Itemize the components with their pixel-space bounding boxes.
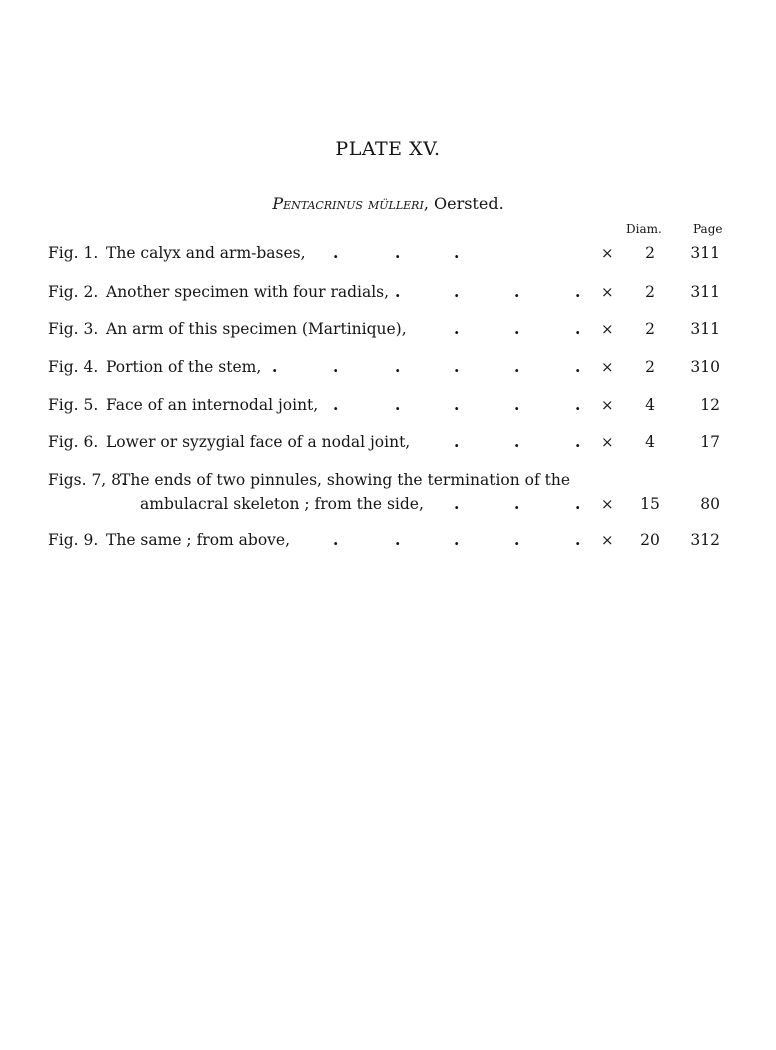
leader-dot: .	[575, 282, 581, 301]
magnification-sign: ×	[601, 283, 614, 301]
leader-dot: .	[454, 530, 460, 549]
leader-dot: .	[514, 357, 520, 376]
leader-dot: .	[575, 357, 581, 376]
figure-diameter: 4	[645, 433, 655, 451]
figure-row-4	[48, 355, 738, 379]
leader-dot: .	[575, 395, 581, 414]
leader-dot: .	[454, 319, 460, 338]
figure-diameter: 15	[640, 495, 660, 513]
leader-dot: .	[514, 494, 520, 513]
figure-description: Portion of the stem,	[106, 358, 262, 376]
figure-label: Figs. 7, 8.	[48, 471, 126, 489]
species-name-suffix: i	[419, 194, 424, 213]
figure-description: The calyx and arm-bases,	[106, 244, 306, 262]
leader-dot: .	[395, 530, 401, 549]
figure-page: 17	[700, 433, 720, 451]
leader-dot: .	[454, 282, 460, 301]
figure-diameter: 2	[645, 320, 655, 338]
figure-page: 312	[690, 531, 720, 549]
figure-row-6	[48, 430, 738, 454]
leader-dot: .	[454, 494, 460, 513]
species-authority: , Oersted.	[423, 194, 504, 213]
figure-description: An arm of this specimen (Martinique),	[106, 320, 407, 338]
leader-dot: .	[514, 530, 520, 549]
figure-diameter: 2	[645, 283, 655, 301]
leader-dot: .	[514, 319, 520, 338]
magnification-sign: ×	[601, 244, 614, 262]
figure-page: 311	[690, 320, 720, 338]
magnification-sign: ×	[601, 320, 614, 338]
figure-description-continued: ambulacral skeleton ; from the side,	[140, 495, 424, 513]
magnification-sign: ×	[601, 433, 614, 451]
leader-dot: .	[454, 395, 460, 414]
leader-dot: .	[333, 243, 339, 262]
figure-page: 311	[690, 244, 720, 262]
figure-label: Fig. 1.	[48, 244, 99, 262]
figure-label: Fig. 3.	[48, 320, 99, 338]
species-heading	[0, 194, 776, 213]
figure-description: Lower or syzygial face of a nodal joint,	[106, 433, 411, 451]
leader-dot: .	[272, 357, 278, 376]
figure-label: Fig. 9.	[48, 531, 99, 549]
figure-label: Fig. 6.	[48, 433, 99, 451]
figure-diameter: 2	[645, 358, 655, 376]
leader-dot: .	[575, 432, 581, 451]
figure-page: 80	[700, 495, 720, 513]
figure-label: Fig. 4.	[48, 358, 99, 376]
leader-dot: .	[395, 243, 401, 262]
figure-description: The ends of two pinnules, showing the termination of the	[120, 471, 571, 489]
figure-diameter: 2	[645, 244, 655, 262]
figure-row-7-8	[48, 468, 738, 516]
figure-label: Fig. 2.	[48, 283, 99, 301]
leader-dot: .	[395, 395, 401, 414]
leader-dot: .	[514, 282, 520, 301]
figure-diameter: 20	[640, 531, 660, 549]
figure-row-2	[48, 280, 738, 304]
figure-row-3	[48, 317, 738, 341]
figure-description: The same ; from above,	[106, 531, 291, 549]
leader-dot: .	[514, 395, 520, 414]
magnification-sign: ×	[601, 358, 614, 376]
magnification-sign: ×	[601, 531, 614, 549]
figure-row-1	[48, 241, 738, 265]
figure-row-5	[48, 393, 738, 417]
column-header-page: Page	[693, 222, 723, 236]
magnification-sign: ×	[601, 495, 614, 513]
leader-dot: .	[575, 319, 581, 338]
figure-row-9	[48, 528, 738, 552]
figure-diameter: 4	[645, 396, 655, 414]
plate-title: PLATE XV.	[335, 138, 441, 160]
leader-dot: .	[514, 432, 520, 451]
figure-description: Face of an internodal joint,	[106, 396, 319, 414]
figure-page: 12	[700, 396, 720, 414]
leader-dot: .	[454, 243, 460, 262]
leader-dot: .	[454, 357, 460, 376]
leader-dot: .	[395, 282, 401, 301]
column-header-diam: Diam.	[626, 222, 662, 236]
species-name: Pentacrinus müller	[272, 194, 420, 213]
leader-dot: .	[454, 432, 460, 451]
magnification-sign: ×	[601, 396, 614, 414]
leader-dot: .	[333, 395, 339, 414]
leader-dot: .	[333, 530, 339, 549]
figure-label: Fig. 5.	[48, 396, 99, 414]
figure-description: Another specimen with four radials,	[106, 283, 390, 301]
figure-page: 311	[690, 283, 720, 301]
figure-page: 310	[690, 358, 720, 376]
leader-dot: .	[395, 357, 401, 376]
leader-dot: .	[575, 530, 581, 549]
leader-dot: .	[333, 357, 339, 376]
leader-dot: .	[575, 494, 581, 513]
